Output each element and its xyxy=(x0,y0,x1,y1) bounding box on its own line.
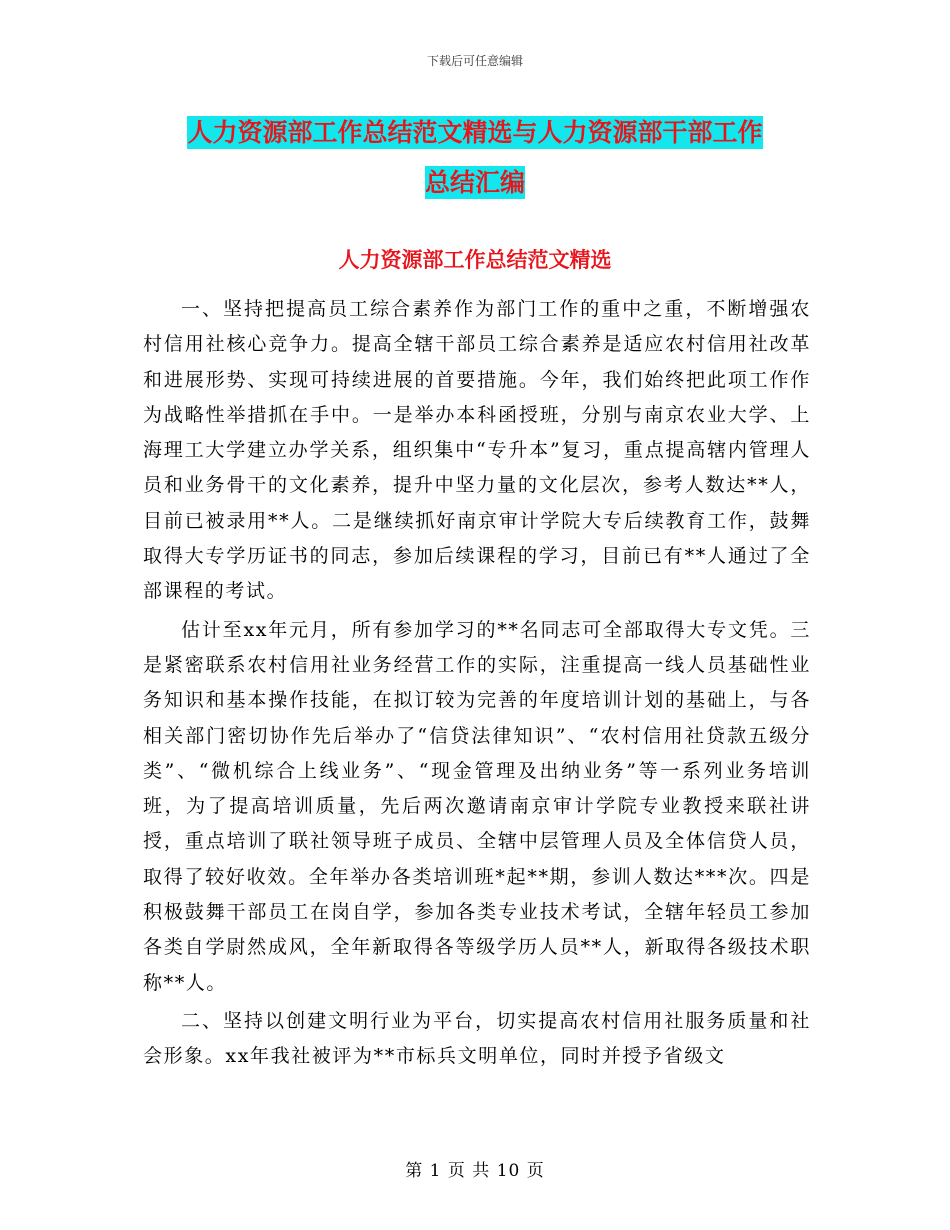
header-note: 下载后可任意编辑 xyxy=(426,54,523,68)
document-body xyxy=(143,292,811,1078)
paragraph: 二、坚持以创建文明行业为平台，切实提高农村信用社服务质量和社会形象。xx年我社被评为**市标兵文明单位，同时并授予省级文 xyxy=(143,1009,811,1068)
paragraph: 一、坚持把提高员工综合素养作为部门工作的重中之重，不断增强农村信用社核心竞争力。提高全辖干部员工综合素养是适应农村信用社改革和进展形势、实现可持续进展的首要措施。今年，我们始终把此项工作作为战略性举措抓在手中。一是举办本科函授班，分别与南京农业大学、上海理工大学建立办学关系，组织集中“专升本”复习，重点提高辖内管理人员和业务骨干的文化素养，提升中坚力量的文化层次，参考人数达**人，目前已被录用**人。二是继续抓好南京审计学院大专后续教育工作，鼓舞取得大专学历证书的同志，参加后续课程的学习，目前已有**人通过了全部课程的考试。 xyxy=(143,298,811,603)
title-line-1: 人力资源部工作总结范文精选与人力资源部干部工作 xyxy=(187,118,763,147)
title-line-2: 总结汇编 xyxy=(424,168,525,197)
document-title xyxy=(140,108,810,208)
paragraph: 估计至xx年元月，所有参加学习的**名同志可全部取得大专文凭。三是紧密联系农村信用社业务经营工作的实际，注重提高一线人员基础性业务知识和基本操作技能，在拟订较为完善的年度培训计划的基础上，与各相关部门密切协作先后举办了“信贷法律知识”、“农村信用社贷款五级分类”、“微机综合上线业务”、“现金管理及出纳业务”等一系列业务培训班，为了提高培训质量，先后两次邀请南京审计学院专业教授来联社讲授，重点培训了联社领导班子成员、全辖中层管理人员及全体信贷人员，取得了较好收效。全年举办各类培训班*起**期，参训人数达***次。四是积极鼓舞干部员工在岗自学，参加各类专业技术考试，全辖年轻员工参加各类自学尉然成风，全年新取得各等级学历人员**人，新取得各级技术职称**人。 xyxy=(143,618,811,994)
page-number: 第 1 页 共 10 页 xyxy=(405,1161,545,1181)
section-title: 人力资源部工作总结范文精选 xyxy=(338,248,612,272)
